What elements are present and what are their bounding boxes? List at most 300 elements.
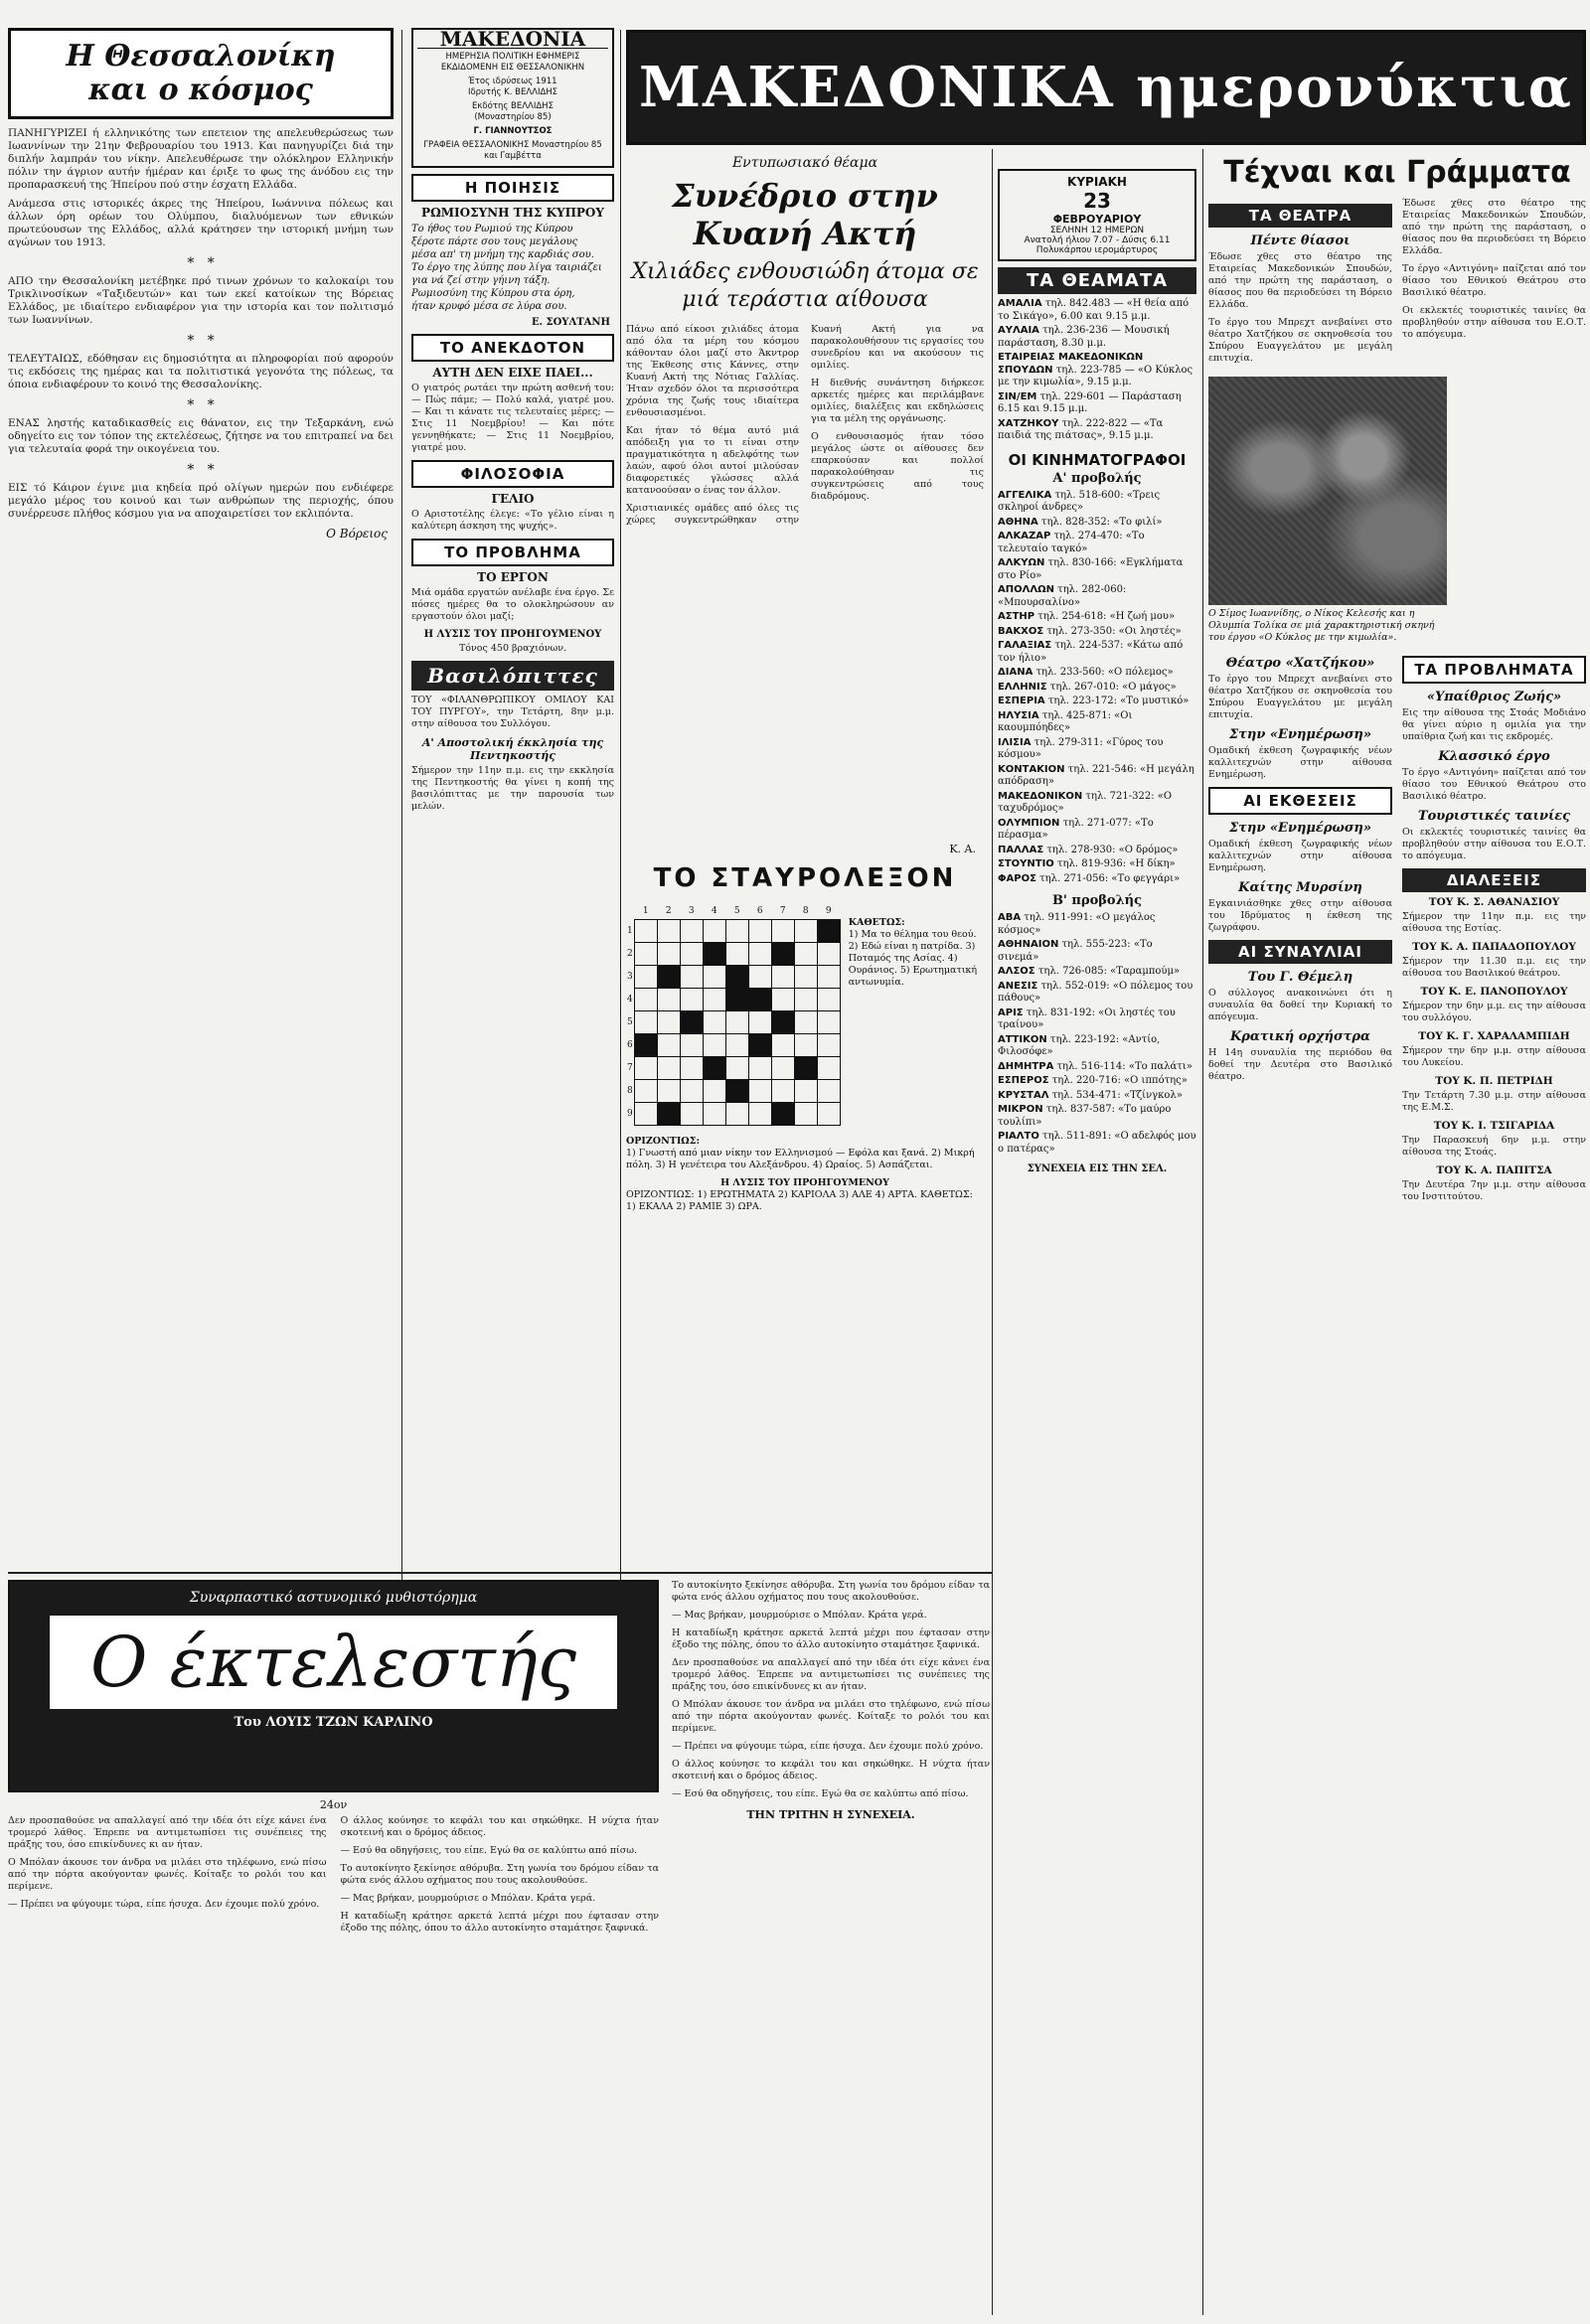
listing-item [998,1104,1196,1129]
listing-info: τηλ. 831-192: «Οι ληστές του τραίνου» [998,1007,1176,1030]
listing-info: τηλ. 267-010: «Ο μάγος» [1049,681,1177,693]
anecdote-banner: ΤΟ ΑΝΕΚΔΟΤΟΝ [411,334,614,362]
listing-item [998,667,1196,680]
listing-item [998,1075,1196,1088]
article-paragraph: ΕΝΑΣ ληστής καταδικασθείς εις θάνατον, εις την Τεξαρκάνη, ενώ οδηγείτο εις τον τόπον της εκτελέσεως, ζήτησε να του επιτραπεί να δει για τελευταία φορά την οικογένεια του. [8,417,394,455]
crossword-cell[interactable] [680,1080,703,1103]
lecture-text: Σήμερον την 6ην μ.μ. εις την αίθουσα του συλλόγου. [1402,1001,1586,1023]
article-subheadline: Χιλιάδες ενθουσιώδη άτομα σε μιά τεράστια αίθουσα [631,259,979,312]
masthead-tagline: ΗΜΕΡΗΣΙΑ ΠΟΛΙΤΙΚΗ ΕΦΗΜΕΡΙΣ ΕΚΔΙΔΟΜΕΝΗ ΕΙΣ ΘΕΣΣΑΛΟΝΙΚΗΝ [440,52,585,73]
listing-name: ΚΡΥΣΤΑΛ [998,1089,1049,1101]
across-label: ΟΡΙΖΟΝΤΙΩΣ: [626,1136,700,1147]
listing-item [998,791,1196,816]
listing-item [998,939,1196,964]
listing-name: ΜΙΚΡΟΝ [998,1104,1043,1115]
listing-item [998,966,1196,979]
crossword-cell[interactable] [634,1080,657,1103]
crossword-cell[interactable] [634,989,657,1011]
poem-line: ήταν κρυφό μέσα σε λύρα σου. [411,301,567,312]
poem-line: Το έργο της λύπης που λίγα ταιριάζει [411,262,602,273]
listing-info: τηλ. 726-085: «Ταραμπούμ» [1037,966,1181,977]
crossword-cell[interactable] [657,1011,680,1034]
crossword-cell[interactable] [794,989,817,1011]
serial-paragraph: Το αυτοκίνητο ξεκίνησε αθόρυβα. Στη γωνία του δρόμου είδαν τα φώτα ενός άλλου οχήματος που τους ακολουθούσε. [340,1863,659,1886]
crossword-row [626,1057,840,1080]
problems-text: Εις την αίθουσα της Στοάς Μοδιάνο θα γίνει αύριο η ομιλία για την υπαίθρια ζωή και τις εκδρομές. [1402,707,1586,742]
crossword-grid [626,903,841,1126]
theater-banner: ΤΑ ΘΕΑΤΡΑ [1208,204,1392,228]
crossword-black-cell [703,1057,725,1080]
crossword-row-number: 8 [627,1086,633,1096]
poetry-banner: Η ΠΟΙΗΣΙΣ [411,174,614,202]
serial-paragraph: Η καταδίωξη κράτησε αρκετά λεπτά μέχρι που έφτασαν στην έξοδο της πόλης, όπου το άλλο αυτοκίνητο σταμάτησε ξαφνικά. [340,1911,659,1934]
solution-text: Τόνος 450 βραχιόνων. [458,643,567,654]
crossword-cell[interactable] [771,966,794,989]
crossword-cell[interactable] [817,1103,840,1126]
crossword-cell[interactable] [657,920,680,943]
theaters-banner: ΤΑ ΘΕΑΜΑΤΑ [998,267,1196,294]
listing-item [998,1061,1196,1074]
serial-section [8,1580,659,2315]
first-run-list [998,490,1196,886]
listing-name: ΡΙΑΛΤΟ [998,1131,1039,1142]
listing-name: ΟΛΥΜΠΙΟΝ [998,817,1060,829]
poem-line: Το ήθος του Ρωμιού της Κύπρου [411,224,573,234]
prev-solution-label: Η ΛΥΣΙΣ ΤΟΥ ΠΡΟΗΓΟΥΜΕΝΟΥ [720,1177,889,1188]
philosophy-text: Ο Αριστοτέλης έλεγε: «Το γέλιο είναι η καλύτερη άσκηση της ψυχής». [411,509,614,532]
crossword-column-number: 1 [642,906,649,916]
listing-item [998,298,1196,323]
crossword-cell[interactable] [703,1034,725,1057]
crossword-cell[interactable] [794,943,817,966]
listing-name: ΒΑΚΧΟΣ [998,625,1044,637]
date-moon: ΣΕΛΗΝΗ 12 ΗΜΕΡΩΝ [1049,226,1145,235]
listing-item [998,1007,1196,1032]
cinemas-label: ΟΙ ΚΙΝΗΜΑΤΟΓΡΑΦΟΙ [1008,450,1187,469]
classic-text: Το έργο «Αντιγόνη» παίζεται από τον θίασο του Εθνικού Θεάτρου στο Βασιλικό θέατρο. [1402,263,1586,298]
crossword-cell[interactable] [634,1057,657,1080]
listing-name: ΦΑΡΟΣ [998,872,1036,884]
listing-name: ΣΙΝ/ΕΜ [998,390,1037,402]
classic-heading: Κλασσικό έργο [1438,749,1550,764]
listing-name: ΑΥΛΑΙΑ [998,325,1039,336]
right-top-left [1208,198,1392,371]
crossword-cell[interactable] [680,1034,703,1057]
crossword-row [626,1080,840,1103]
crossword-black-cell [748,989,771,1011]
right-top [1208,198,1586,371]
serial-continuation [672,1580,990,2315]
serial-paragraph: — Πρέπει να φύγουμε τώρα, είπε ήσυχα. Δεν έχουμε πολύ χρόνο. [8,1899,320,1910]
article-paragraph: ΑΠΟ την Θεσσαλονίκη μετέβηκε πρό τινων χρόνων το καλοκαίρι του Τρικλινοσίκων «Ταξιδευτών» και των εκεί κατοίκων της Βόρειας Ελλάδος, με ιδιαίτερο ενδιαφέρον για την ιστορία και τον πολιτισμό των Ιωαννίνων. [8,275,394,326]
separator-star: * * [187,397,215,413]
crossword-cell[interactable] [817,1080,840,1103]
crossword-cell[interactable] [657,989,680,1011]
crossword-cell[interactable] [817,966,840,989]
listing-info: τηλ. 511-891: «Ο αδελφός μου ο πατέρας» [998,1131,1196,1155]
crossword-cell[interactable] [657,1057,680,1080]
theaters-list [998,298,1196,443]
date-month: ΦΕΒΡΟΥΑΡΙΟΥ [1052,213,1142,226]
crossword-cell[interactable] [771,989,794,1011]
theatro-text: Το έργο του Μπρεχτ ανεβαίνει στο θέατρο Χατζήκου σε σκηνοθεσία του Σπύρου Ευαγγελάτου με μεγάλη επιτυχία. [1208,674,1392,720]
lecture-text: Σήμερον την 11ην π.μ. εις την αίθουσα της Εστίας. [1402,911,1586,934]
article-paragraph: Ανάμεσα στις ιστορικές άκρες της Ήπείρου, Ιωάννινα πόλεως και άλλων όρη ορέων του Ολύμπου, διαλυόμενων των εθνικών πρωτεύουσων της Ελλάδος, αλλά κράτησεν την ιστορική μνήμη των αγώνων του 1913. [8,198,394,248]
listing-name: ΑΣΤΗΡ [998,611,1035,622]
listing-name: ΗΛΥΣΙΑ [998,709,1039,721]
listing-item [998,873,1196,886]
serial-paragraph: Ο άλλος κούνησε το κεφάλι του και σηκώθηκε. Η νύχτα ήταν σκοτεινή και ο δρόμος άδειος. [672,1759,990,1782]
listing-name: ΑΛΚΥΩΝ [998,557,1045,568]
crossword-black-cell [703,943,725,966]
listing-info: τηλ. 830-166: «Εγκλήματα στο Ρίο» [998,557,1184,581]
anecdote-text: Ο γιατρός ρωτάει την πρώτη ασθενή του: — Πώς πάμε; — Πολύ καλά, γιατρέ μου. — Και τι κάνατε τις τελευταίες μέρες; — Στις 11 Νοεμβρίου! — Και πότε γεννηθήκατε; — Στις 11 Νοεμβρίου, γιατρέ μου. [411,383,614,453]
crossword-row-number: 1 [627,926,633,936]
article-kicker: Εντυπωσιακό θέαμα [731,155,878,171]
masthead-editor: Γ. ΓΙΑΝΝΟΥΤΣΟΣ [473,126,553,136]
listing-info: τηλ. 233-560: «Ο πόλεμος» [1035,667,1174,678]
article-paragraph: Ο ενθουσιασμός ήταν τόσο μεγάλος ώστε οι αίθουσες δεν επαρκούσαν και πολλοί παρακολούθησαν τις συγκεντρώσεις από τους διαδρόμους. [811,431,984,502]
problem-text: Μιά ομάδα εργατών ανέλαβε ένα έργο. Σε πόσες ημέρες θα το ολοκληρώσουν αν εργαστούν όλοι μαζί; [411,587,614,622]
poem-line: για νά ζεί στην γήινη τάξη. [411,275,551,286]
serial-author: Του ΛΟΥΙΣ ΤΖΩΝ ΚΑΡΛΙΝΟ [234,1715,433,1730]
lecture-title: ΤΟΥ Κ. Ι. ΤΣΙΓΑΡΙΔΑ [1433,1120,1555,1132]
listing-item [998,584,1196,609]
serial-paragraph: Δεν προσπαθούσε να απαλλαγεί από την ιδέα ότι είχε κάνει ένα τρομερό λάθος. Έπρεπε να αντιμετωπίσει τις συνέπειες της πράξης του, όσο επικίνδυνες κι αν ήταν. [672,1657,990,1692]
exhibition-text: Εγκαινιάσθηκε χθες στην αίθουσα του Ιδρύματος η έκθεση της ζωγράφου. [1208,898,1392,933]
listing-name: ΙΛΙΣΙΑ [998,736,1032,748]
listing-info: τηλ. 828-352: «Το φιλί» [1040,516,1163,528]
listing-item [998,737,1196,762]
masthead-box [411,28,614,168]
exhibitions-banner: ΑΙ ΕΚΘΕΣΕΙΣ [1208,787,1392,815]
crossword-black-cell [817,920,840,943]
listing-name: ΔΙΑΝΑ [998,667,1034,678]
listing-info: τηλ. 271-077: «Το πέρασμα» [998,817,1154,841]
crossword-cell[interactable] [703,966,725,989]
lecture-title: ΤΟΥ Κ. Π. ΠΕΤΡΙΔΗ [1435,1075,1553,1087]
article-paragraph: Χριστιανικές ομάδες από όλες τις χώρες συγκεντρώθηκαν στην Κυανή Ακτή για να παρακολουθήσουν τις εργασίες του συνεδρίου και να ακούσουν τις ομιλίες. [626,324,984,526]
listing-item [998,845,1196,857]
listing-name: ΑΛΣΟΣ [998,966,1035,977]
crossword-cell[interactable] [771,1034,794,1057]
listing-name: ΔΗΜΗΤΡΑ [998,1060,1054,1072]
crossword-column-number: 7 [779,906,786,916]
lecture-title: ΤΟΥ Κ. Α. ΠΑΠΙΤΣΑ [1436,1164,1552,1176]
masthead-founded: Έτος ιδρύσεως 1911 [468,77,557,86]
listing-name: ΑΛΚΑΖΑΡ [998,531,1051,542]
crossword-column-number: 4 [711,906,717,916]
lectures-banner: ΔΙΑΛΕΞΕΙΣ [1402,868,1586,892]
listings-column [998,169,1196,2315]
serial-kicker: Συναρπαστικό αστυνομικό μυθιστόρημα [189,1590,478,1606]
crossword-row-number: 6 [627,1040,633,1050]
lecture-text: Σήμερον την 11.30 π.μ. εις την αίθουσα του Βασιλικού θεάτρου. [1402,956,1586,979]
listing-info: τηλ. 273-350: «Οι ληστές» [1046,625,1182,637]
serial-continued: ΤΗΝ ΤΡΙΤΗΝ Η ΣΥΝΕΧΕΙΑ. [746,1808,915,1821]
masthead-logo: ΜΑΚΕΔΟΝΙΑ [417,34,608,49]
listing-info: τηλ. 224-537: «Κάτω από τον ήλιο» [998,640,1184,664]
crossword-cell[interactable] [703,1080,725,1103]
listing-info: τηλ. 516-114: «Το παλάτι» [1056,1060,1192,1072]
date-saint: Πολυκάρπου ιερομάρτυρος [1035,245,1159,255]
crossword-across [626,1136,984,1213]
crossword-black-cell [725,1080,748,1103]
second-run-list [998,912,1196,1156]
masthead-founder: Ιδρυτής Κ. ΒΕΛΛΙΔΗΣ [467,87,558,97]
crossword-cell[interactable] [748,966,771,989]
crossword-cell[interactable] [817,1034,840,1057]
crossword-cell[interactable] [725,1034,748,1057]
listing-name: ΕΣΠΕΡΟΣ [998,1075,1049,1086]
crossword-cell[interactable] [725,1103,748,1126]
crossword-cell[interactable] [748,1080,771,1103]
listing-item [998,626,1196,639]
lecture-text: Την Τετάρτη 7.30 μ.μ. στην αίθουσα της Ε.Μ.Σ. [1402,1090,1586,1113]
listing-info: τηλ. 842.483 — «Η θεία από το Σικάγο», 6.00 και 9.15 μ.μ. [998,298,1190,322]
solution-label: Η ΛΥΣΙΣ ΤΟΥ ΠΡΟΗΓΟΥΜΕΝΟΥ [423,629,602,640]
crossword-column-number: 3 [688,906,695,916]
crossword-row-number: 4 [627,995,633,1005]
crossword-cell[interactable] [771,1080,794,1103]
gathering-text: Ο σύλλογος ανακοινώνει ότι η συναυλία θα δοθεί την Κυριακή το απόγευμα. [1208,988,1392,1022]
crossword-black-cell [771,1103,794,1126]
masthead-offices: ΓΡΑΦΕΙΑ ΘΕΣΣΑΛΟΝΙΚΗΣ Μοναστηρίου 85 και Γαμβέττα [423,140,602,161]
crossword-black-cell [725,989,748,1011]
crossword-black-cell [794,1057,817,1080]
lecture-title: ΤΟΥ Κ. Α. ΠΑΠΑΔΟΠΟΥΛΟΥ [1412,941,1576,953]
listings-footer: ΣΥΝΕΧΕΙΑ ΕΙΣ ΤΗΝ ΣΕΛ. [1027,1163,1168,1174]
listing-name: ΑΤΤΙΚΟΝ [998,1033,1047,1045]
crossword-cell[interactable] [817,1011,840,1034]
vasilopites-text: ΤΟΥ «ΦΙΛΑΝΘΡΩΠΙΚΟΥ ΟΜΙΛΟΥ ΚΑΙ ΤΟΥ ΠΥΡΓΟΥ», την Τετάρτη, 8ην μ.μ. στην αίθουσα του Συλλόγου. [411,695,614,729]
listing-name: ΕΣΠΕΡΙΑ [998,696,1045,706]
anecdote-title: ΑΥΤΗ ΔΕΝ ΕΙΧΕ ΠΑΕΙ... [432,366,593,380]
crossword-cell[interactable] [657,943,680,966]
listing-item [998,1131,1196,1156]
crossword-cell[interactable] [680,920,703,943]
gathering-heading: Του Γ. Θέμελη [1247,970,1353,985]
date-day: ΚΥΡΙΑΚΗ [1067,175,1127,189]
listing-item [998,912,1196,937]
crossword-row-number: 5 [627,1017,633,1027]
crossword-cell[interactable] [680,966,703,989]
listing-item [998,391,1196,416]
crossword-row [626,989,840,1011]
listing-name: ΑΜΑΛΙΑ [998,298,1042,309]
crossword-cell[interactable] [771,1057,794,1080]
crossword-black-cell [771,943,794,966]
crossword-cell[interactable] [817,1057,840,1080]
separator-star: * * [187,255,215,271]
poem-line: μέσα απ' τη μνήμη της καρδιάς σου. [411,249,594,260]
theater-heading: Πέντε θίασοι [1250,233,1351,248]
listing-item [998,696,1196,708]
crossword-cell[interactable] [794,920,817,943]
serial-paragraph: Ο Μπόλαν άκουσε τον άνδρα να μιλάει στο τηλέφωνο, ενώ πίσω από την πόρτα ακούγονταν φωνές. Κοίταξε το ρολόι του και περίμενε. [8,1857,327,1892]
crossword-cell[interactable] [703,1011,725,1034]
listing-info: τηλ. 819-936: «Η δίκη» [1057,858,1176,869]
crossword-cell[interactable] [657,1080,680,1103]
prev-solution-text: ΟΡΙΖΟΝΤΙΩΣ: 1) ΕΡΩΤΗΜΑΤΑ 2) ΚΑΡΙΟΛΑ 3) ΑΛΕ 4) ΑΡΤΑ. ΚΑΘΕΤΩΣ: 1) ΕΚΑΛΑ 2) ΡΑΜΙΕ 3) ΩΡΑ. [626,1189,973,1212]
gatherings-banner: ΑΙ ΣΥΝΑΥΛΙΑΙ [1208,940,1392,964]
listing-info: τηλ. 254-618: «Η ζωή μου» [1037,611,1176,622]
listing-item [998,858,1196,871]
listing-info: τηλ. 223-192: «Αντίο, Φιλοσόφε» [998,1033,1161,1057]
left-title: Η Θεσσαλονίκη και ο κόσμος [66,39,336,107]
crossword-cell[interactable] [634,920,657,943]
crossword-cell[interactable] [771,920,794,943]
masthead-publisher: Εκδότης ΒΕΛΛΙΔΗΣ [472,101,554,111]
crossword-cell[interactable] [748,1103,771,1126]
listing-name: ΑΓΓΕΛΙΚΑ [998,489,1052,501]
exhibition-heading: Στην «Ενημέρωση» [1228,727,1372,742]
poem-line: ξέροτε πάρτε σου τους μεγάλους [411,236,578,247]
listing-info: τηλ. 236-236 — Μουσική παράσταση, 8.30 μ.μ. [998,325,1170,349]
listing-info: τηλ. 223-785 — «Ο Κύκλος με την κιμωλία», 9.15 μ.μ. [998,364,1193,387]
right-title: Τέχναι και Γράμματα [1223,155,1571,190]
listing-item [998,325,1196,350]
listing-item [998,557,1196,582]
crossword-cell[interactable] [748,920,771,943]
crossword-cell[interactable] [817,989,840,1011]
tourism-text: Οι εκλεκτές τουριστικές ταινίες θα προβληθούν στην αίθουσα του Ε.Ο.Τ. το απόγευμα. [1402,305,1586,340]
crossword-cell[interactable] [634,1103,657,1126]
crossword-cell[interactable] [634,943,657,966]
crossword-cell[interactable] [680,1057,703,1080]
listing-info: τηλ. 220-716: «Ο ιππότης» [1051,1075,1188,1086]
lectures-list [1402,896,1586,1203]
crossword-row-number: 7 [627,1063,633,1073]
listing-info: τηλ. 222-822 — «Τα παιδιά της πιάτσας», 9.15 μ.μ. [998,417,1164,441]
theater-photo [1208,377,1447,605]
crossword-cell[interactable] [748,1057,771,1080]
exhibition-heading: Καίτης Μυρσίνη [1238,880,1362,895]
listing-info: τηλ. 221-546: «Η μεγάλη απόδραση» [998,763,1194,787]
serial-body [8,1815,659,1935]
crossword-cell[interactable] [748,943,771,966]
crossword-row-number: 9 [627,1109,633,1119]
listing-info: τηλ. 278-930: «Ο δρόμος» [1046,844,1179,855]
crossword-cell[interactable] [703,920,725,943]
crossword-cell[interactable] [634,1011,657,1034]
crossword-title: ΤΟ ΣΤΑΥΡΟΛΕΞΟΝ [653,863,957,893]
listing-name: ΑΠΟΛΛΩΝ [998,584,1054,595]
crossword-cell[interactable] [794,1080,817,1103]
lecture-title: ΤΟΥ Κ. Ε. ΠΑΝΟΠΟΥΛΟΥ [1420,986,1568,998]
crossword-cell[interactable] [657,1034,680,1057]
date-box [998,169,1196,261]
column-rule [620,30,621,1580]
section-rule [8,1572,992,1574]
crossword-cell[interactable] [794,1011,817,1034]
serial-paragraph: Το αυτοκίνητο ξεκίνησε αθόρυβα. Στη γωνία του δρόμου είδαν τα φώτα ενός άλλου οχήματος που τους ακολουθούσε. [672,1580,990,1603]
listing-item [998,531,1196,555]
crossword-cell[interactable] [817,943,840,966]
listing-item [998,640,1196,665]
listing-name: ΑΡΙΣ [998,1007,1024,1018]
crossword-black-cell [680,1011,703,1034]
serial-paragraph: — Μας βρήκαν, μουρμούρισε ο Μπόλαν. Κράτα γερά. [340,1893,596,1904]
crossword-column-number: 9 [825,906,832,916]
left-byline: Ο Βόρειος [326,527,388,541]
crossword-row [626,1011,840,1034]
across-clues: 1) Γνωστή από μιαν νίκην τον Ελληνισμού — Εφόλα και ξανά. 2) Μικρή πόλη. 3) Η γενέτειρα του Αλεξάνδρου. 4) Ωραίος. 5) Ασπάζεται. [626,1148,975,1170]
listing-name: ΧΑΤΖΗΚΟΥ [998,417,1059,429]
right-middle-right [1402,650,1586,1209]
crossword-cell[interactable] [703,1103,725,1126]
article-paragraph: Και ήταν τό θέμα αυτό μιά απόδειξη για το τι είναι στην πραγματικότητα η αδελφότης των λαών, αφού όλοι αυτοί μιλούσαν διαφορετικές γλώσσες αλλά κατανοούσαν ο ένας τον άλλον. [626,425,799,496]
right-middle-left [1208,650,1392,1209]
serial-paragraph: Ο Μπόλαν άκουσε τον άνδρα να μιλάει στο τηλέφωνο, ενώ πίσω από την πόρτα ακούγονταν φωνές. Κοίταξε το ρολόι του και περίμενε. [672,1699,990,1734]
crossword-row [626,920,840,943]
philosophy-title: ΓΕΛΙΟ [491,492,535,506]
serial-title-box [8,1580,659,1792]
listing-info: τηλ. 534-471: «Τζίνγκολ» [1051,1089,1183,1101]
listing-info: τηλ. 555-223: «Το σινεμά» [998,939,1153,963]
listing-name: ΕΤΑΙΡΕΙΑΣ ΜΑΚΕΔΟΝΙΚΩΝ ΣΠΟΥΔΩΝ [998,352,1144,376]
listing-info: τηλ. 911-991: «Ο μεγάλος κόσμος» [998,912,1156,936]
serial-paragraph: Η καταδίωξη κράτησε αρκετά λεπτά μέχρι που έφτασαν στην έξοδο της πόλης, όπου το άλλο αυτοκίνητο σταμάτησε ξαφνικά. [672,1627,990,1650]
serial-episode: 24ον [319,1798,348,1811]
lecture-text: Την Παρασκευή 6ην μ.μ. στην αίθουσα της Στοάς. [1402,1135,1586,1158]
listing-info: τηλ. 552-019: «Ο πόλεμος του πάθους» [998,980,1193,1004]
listing-item [998,517,1196,530]
crossword-row [626,1103,840,1126]
crossword-cell[interactable] [794,966,817,989]
listing-info: τηλ. 223-172: «Το μυστικό» [1047,696,1190,706]
crossword-row-number: 2 [627,949,633,959]
crossword-cell[interactable] [703,989,725,1011]
tourism-heading: Τουριστικές ταινίες [1417,809,1571,824]
crossword-cell[interactable] [725,920,748,943]
gathering-text: Η 14η συναυλία της περιόδου θα δοθεί την Δευτέρα στο Βασιλικό θέατρο. [1208,1047,1392,1082]
theater-text: Το έργο του Μπρεχτ ανεβαίνει στο θέατρο Χατζήκου σε σκηνοθεσία του Σπύρου Ευαγγελάτου με μεγάλη επιτυχία. [1208,317,1392,364]
date-sun: Ανατολή ήλιου 7.07 - Δύσις 6.11 [1024,235,1171,245]
crossword-black-cell [771,1011,794,1034]
lecture-text: Την Δευτέρα 7ην μ.μ. στην αίθουσα του Ινστιτούτου. [1402,1179,1586,1202]
gathering-heading: Κρατική ορχήστρα [1229,1029,1370,1044]
crossword-cell[interactable] [748,1011,771,1034]
listing-info: τηλ. 274-470: «Το τελευταίο ταγκό» [998,531,1145,554]
crossword-cell[interactable] [794,1034,817,1057]
crossword-row [626,966,840,989]
crossword-black-cell [634,1034,657,1057]
crossword-cell[interactable] [725,1011,748,1034]
serial-title: Ο έκτελεστής [50,1616,617,1709]
crossword-cell[interactable] [794,1103,817,1126]
crossword-cell[interactable] [725,943,748,966]
theater-text: Έδωσε χθες στο θέατρο της Εταιρείας Μακεδονικών Σπουδών, από την πρώτη της παράσταση, ο θίασος που θα περιοδεύσει τη Βόρειο Ελλάδα. [1208,251,1392,310]
listing-item [998,418,1196,443]
crossword-cell[interactable] [680,943,703,966]
crossword-cell[interactable] [680,1103,703,1126]
crossword-cell[interactable] [725,1057,748,1080]
date-number: 23 [1083,189,1111,213]
crossword-column-number: 8 [802,906,809,916]
theatro-heading: Θέατρο «Χατζήκου» [1225,656,1375,671]
listing-item [998,710,1196,735]
poem-author: Ε. ΣΟΥΛΤΑΝΗ [531,317,610,328]
crossword-row-number: 3 [627,972,633,982]
listing-name: ΓΑΛΑΞΙΑΣ [998,640,1052,651]
center-article-column [626,149,984,1570]
crossword-cell[interactable] [680,989,703,1011]
crossword-cell[interactable] [634,966,657,989]
article-paragraph: Η διεθνής συνάντηση διήρκεσε αρκετές ημέρες και περιλάμβανε ομιλίες, διαλέξεις και εκδηλώσεις για τα μέλη της οργάνωσης. [811,378,984,424]
crossword-black-cell [748,1034,771,1057]
poem-line: Ρωμιοσύνη της Κύπρου στα όρη, [411,288,575,299]
